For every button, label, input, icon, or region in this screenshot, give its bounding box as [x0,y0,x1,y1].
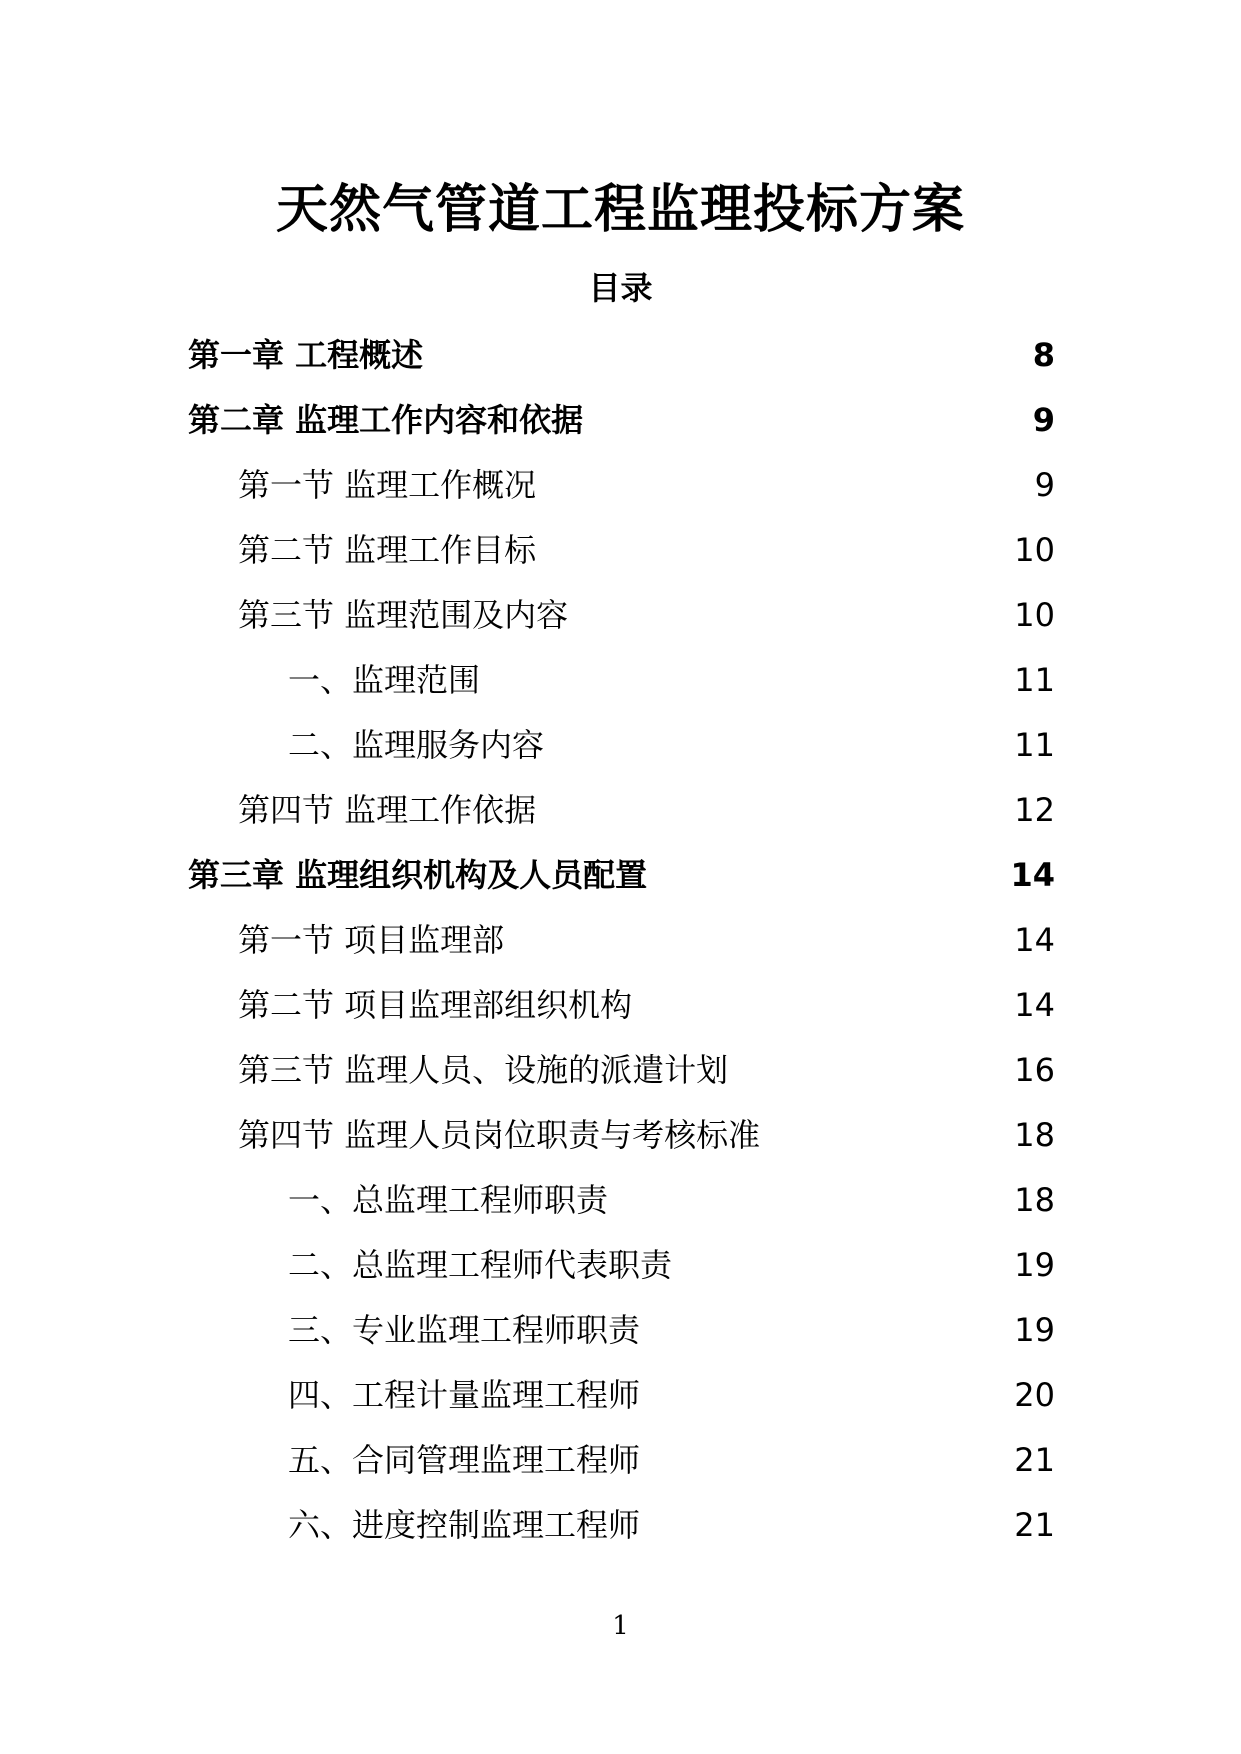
toc-entry[interactable] [188,1103,1055,1168]
toc-entry[interactable] [188,908,1055,973]
toc-entry[interactable] [188,1428,1055,1493]
toc-entry-label: 第三节 监理范围及内容 [238,596,569,634]
toc-entry-label: 第一节 项目监理部 [238,921,505,959]
toc-entry-page: 10 [1014,531,1055,569]
toc-entry-page: 14 [1014,986,1055,1024]
toc-entry[interactable] [188,778,1055,843]
toc-entry[interactable] [188,713,1055,778]
toc-entry-page: 14 [1010,856,1055,894]
page-number: 1 [612,1611,629,1641]
toc-entry-page: 11 [1014,661,1055,699]
toc-entry[interactable] [188,1233,1055,1298]
toc-entry[interactable] [188,648,1055,713]
toc-entry[interactable] [188,1168,1055,1233]
toc-entry[interactable] [188,973,1055,1038]
toc-entry-page: 19 [1014,1246,1055,1284]
toc-entry-label: 第二节 监理工作目标 [238,531,537,569]
toc-entry-label: 五、合同管理监理工程师 [288,1441,641,1479]
toc-entry-page: 12 [1014,791,1055,829]
toc-heading: 目录 [588,269,653,307]
toc-entry-page: 8 [1032,336,1055,374]
toc-entry[interactable] [188,388,1055,453]
toc-entry-label: 第四节 监理人员岗位职责与考核标准 [238,1116,761,1154]
toc-entry-label: 一、总监理工程师职责 [288,1181,609,1219]
toc-entry[interactable] [188,453,1055,518]
toc-entry-page: 19 [1014,1311,1055,1349]
toc-entry-label: 第三章 监理组织机构及人员配置 [188,856,648,894]
toc-entry[interactable] [188,843,1055,908]
toc-entry[interactable] [188,1363,1055,1428]
toc-entry[interactable] [188,518,1055,583]
toc-entry-label: 第二节 项目监理部组织机构 [238,986,633,1024]
table-of-contents [188,323,1055,1558]
toc-entry[interactable] [188,1038,1055,1103]
toc-entry-page: 18 [1014,1181,1055,1219]
toc-entry-page: 21 [1014,1506,1055,1544]
toc-entry-label: 二、总监理工程师代表职责 [288,1246,673,1284]
toc-entry-page: 9 [1034,466,1055,504]
toc-entry-page: 9 [1032,401,1055,439]
toc-entry-label: 第一章 工程概述 [188,336,424,374]
toc-entry-label: 三、专业监理工程师职责 [288,1311,641,1349]
toc-entry[interactable] [188,1298,1055,1363]
toc-entry-page: 11 [1014,726,1055,764]
toc-entry-label: 第一节 监理工作概况 [238,466,537,504]
document-title: 天然气管道工程监理投标方案 [275,180,965,240]
toc-entry-label: 第四节 监理工作依据 [238,791,537,829]
toc-entry[interactable] [188,583,1055,648]
toc-entry-page: 14 [1014,921,1055,959]
toc-entry-page: 20 [1014,1376,1055,1414]
toc-entry-label: 四、工程计量监理工程师 [288,1376,641,1414]
toc-entry-label: 一、监理范围 [288,661,481,699]
toc-entry-page: 10 [1014,596,1055,634]
toc-entry-label: 第三节 监理人员、设施的派遣计划 [238,1051,729,1089]
toc-entry-page: 21 [1014,1441,1055,1479]
toc-entry-label: 第二章 监理工作内容和依据 [188,401,584,439]
toc-entry-page: 18 [1014,1116,1055,1154]
toc-entry-label: 二、监理服务内容 [288,726,545,764]
toc-entry[interactable] [188,323,1055,388]
toc-entry[interactable] [188,1493,1055,1558]
toc-entry-label: 六、进度控制监理工程师 [288,1506,641,1544]
toc-entry-page: 16 [1014,1051,1055,1089]
